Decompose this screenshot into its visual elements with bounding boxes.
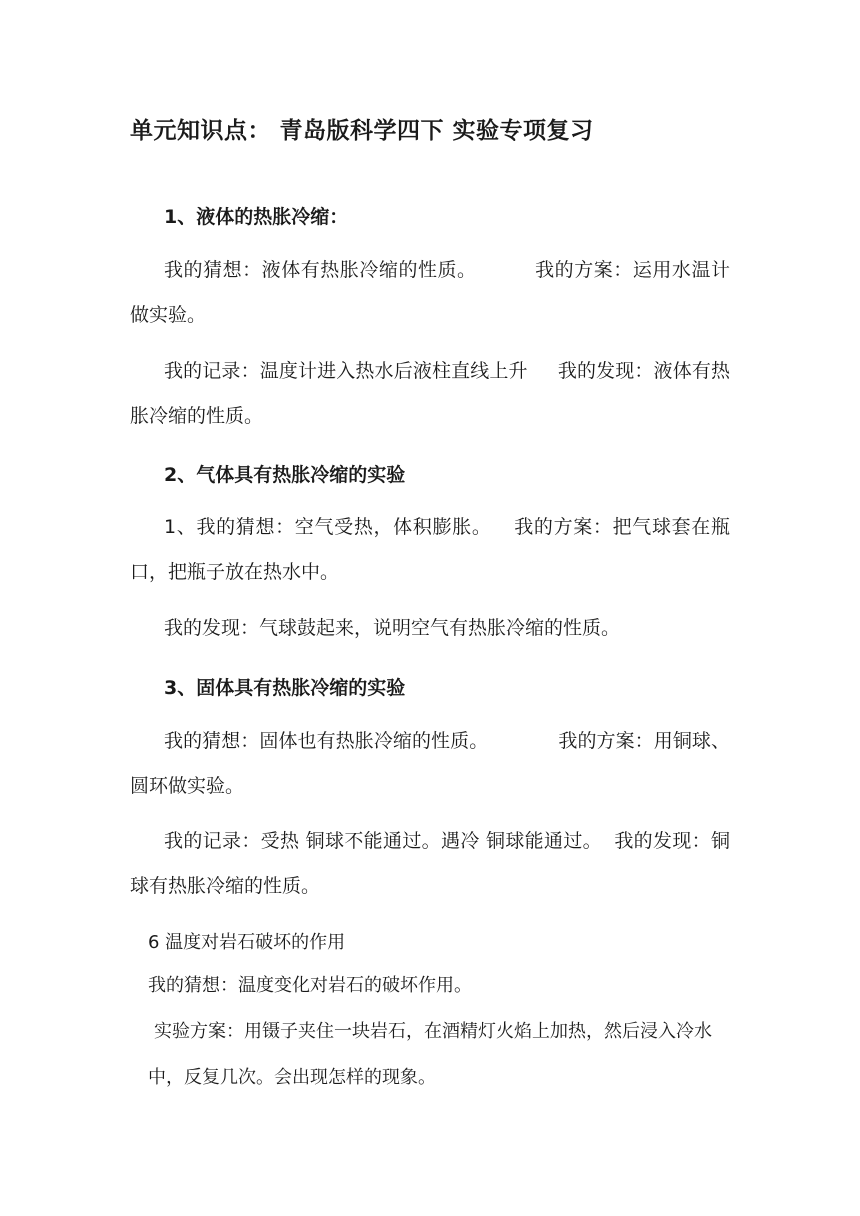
section-6-guess: 我的猜想：温度变化对岩石的破坏作用。 <box>148 975 472 996</box>
section-1-finding: 我的发现：液体有热胀冷缩的性质。 <box>130 360 730 427</box>
section-2-plan: 我的方案：把气球套在瓶口，把瓶子放在热水中。 <box>130 516 730 583</box>
section-6-plan: 实验方案：用镊子夹住一块岩石，在酒精灯火焰上加热，然后浸入冷水中，反复几次。会出现怎样的现象。 <box>148 1021 712 1088</box>
section-3-paragraph-2 <box>130 819 730 909</box>
section-2-paragraph-1 <box>130 505 730 595</box>
section-1-paragraph-1 <box>130 248 730 338</box>
document-title: 单元知识点： 青岛版科学四下 实验专项复习 <box>130 118 594 144</box>
section-6-heading: 6 温度对岩石破坏的作用 <box>148 932 346 953</box>
section-1-heading: 1、液体的热胀冷缩： <box>164 206 349 228</box>
section-3-guess: 我的猜想：固体也有热胀冷缩的性质。 <box>164 730 489 752</box>
section-3-plan: 我的方案：用铜球、圆环做实验。 <box>130 730 730 797</box>
section-2-guess: 1、我的猜想：空气受热，体积膨胀。 <box>164 516 492 538</box>
section-1-paragraph-2 <box>130 349 730 439</box>
section-1-record: 我的记录：温度计进入热水后液柱直线上升 <box>164 360 528 382</box>
section-3-heading: 3、固体具有热胀冷缩的实验 <box>164 677 406 699</box>
section-3-finding: 我的发现：铜球有热胀冷缩的性质。 <box>130 830 730 897</box>
section-1-plan: 我的方案：运用水温计做实验。 <box>130 259 730 326</box>
section-3-record: 我的记录：受热 铜球不能通过。遇冷 铜球能通过。 <box>164 830 602 852</box>
section-3-paragraph-1 <box>130 719 730 809</box>
section-2-paragraph-2 <box>130 606 730 651</box>
section-2-finding: 我的发现：气球鼓起来，说明空气有热胀冷缩的性质。 <box>164 617 621 639</box>
section-1-guess: 我的猜想：液体有热胀冷缩的性质。 <box>164 259 477 281</box>
section-2-heading: 2、气体具有热胀冷缩的实验 <box>164 464 406 486</box>
